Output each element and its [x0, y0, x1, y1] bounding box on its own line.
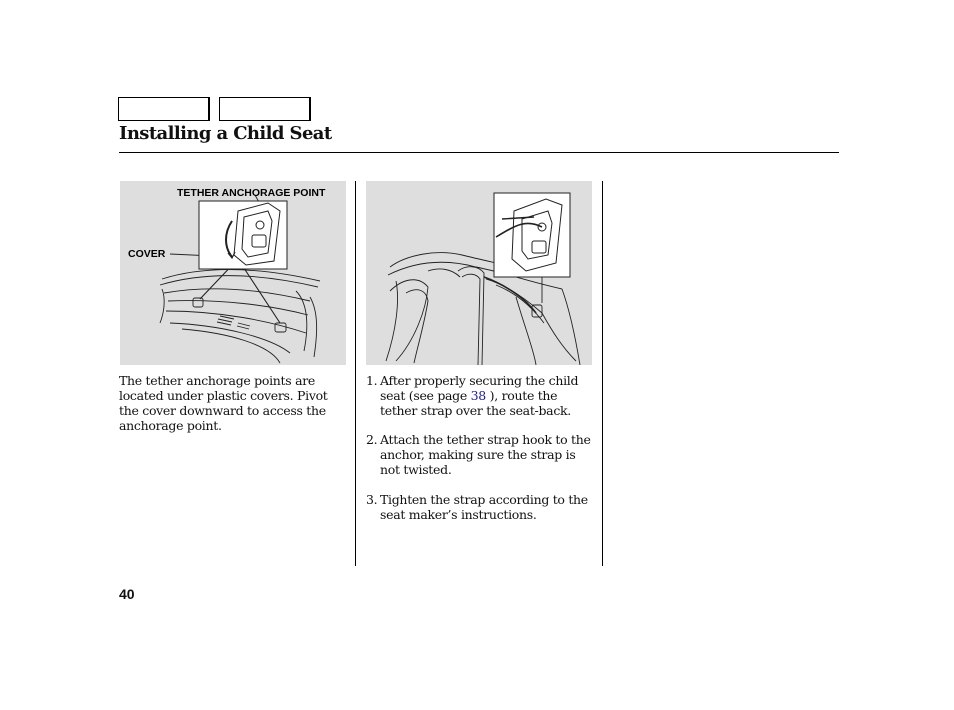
intro-paragraph: The tether anchorage points are located under plastic covers. Pivot the cover downward to access the anchorage point.	[119, 373, 328, 433]
column-divider-2	[602, 181, 603, 566]
tether-strap-illustration	[366, 181, 592, 365]
seat-back-drawing	[366, 181, 592, 365]
step-1	[366, 373, 598, 418]
cover-callout: COVER	[128, 248, 166, 260]
step-2	[366, 432, 598, 477]
nav-tab-1[interactable]	[118, 97, 210, 121]
column-divider-1	[355, 181, 356, 566]
page-number: 40	[119, 586, 135, 602]
page-title: Installing a Child Seat	[119, 123, 332, 144]
page-38-link[interactable]: 38	[470, 388, 486, 403]
step-3-text: Tighten the strap according to the seat maker’s instructions.	[380, 492, 588, 522]
tether-anchorage-callout: TETHER ANCHORAGE POINT	[177, 187, 326, 199]
step-2-number: 2.	[366, 432, 378, 447]
nav-tab-2[interactable]	[219, 97, 311, 121]
step-1-text-before: After properly securing the child seat (see page	[380, 373, 579, 403]
step-3-number: 3.	[366, 492, 378, 507]
title-divider	[119, 152, 839, 153]
step-2-text: Attach the tether strap hook to the anchor, making sure the strap is not twisted.	[380, 432, 591, 477]
tether-cover-illustration	[120, 181, 346, 365]
step-1-text-after: ), route the tether strap over the seat-back.	[380, 388, 571, 418]
step-3	[366, 492, 598, 522]
step-1-number: 1.	[366, 373, 378, 388]
rear-shelf-drawing	[120, 181, 346, 365]
